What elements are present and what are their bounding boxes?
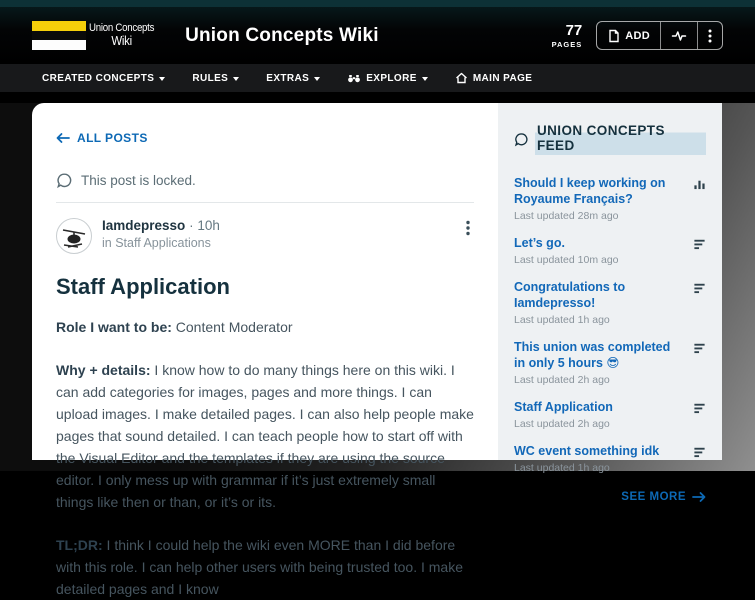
flag-logo-image (32, 21, 86, 50)
chevron-down-icon (314, 77, 320, 81)
text-post-icon (693, 445, 706, 458)
wiki-nav (0, 64, 755, 92)
post-field-why (56, 359, 474, 513)
nav-item-main-page[interactable] (455, 72, 533, 84)
home-icon (455, 72, 468, 84)
post-timestamp: 10h (197, 218, 220, 233)
feed-item-title[interactable]: Staff Application (514, 400, 613, 414)
feed-item-title[interactable]: WC event something idk (514, 444, 660, 458)
feed-item-title[interactable]: Congratulations to Iamdepresso! (514, 280, 626, 310)
header-action-buttons (596, 21, 723, 50)
post-field-tldr (56, 534, 474, 600)
feed-item[interactable] (514, 175, 706, 222)
wiki-logo[interactable] (32, 21, 163, 50)
nav-label: CREATED CONCEPTS (42, 72, 155, 84)
chevron-down-icon (233, 77, 239, 81)
feed-item-title[interactable]: Should I keep working on Royaume Français? (514, 176, 666, 206)
post-header (56, 218, 474, 254)
pages-count (552, 23, 583, 49)
logo-wordmark-line2: Wiki (111, 33, 132, 49)
arrow-right-icon (692, 492, 706, 502)
nav-item-explore[interactable] (347, 72, 428, 84)
feed-item[interactable] (514, 339, 706, 386)
pages-count-number: 77 (565, 21, 583, 39)
feed-item[interactable] (514, 279, 706, 326)
feed-item-title[interactable]: This union was completed in only 5 hours 😎 (514, 340, 671, 370)
activity-icon (671, 29, 687, 43)
feed-item-updated: Last updated 2h ago (514, 418, 610, 430)
content-card (32, 103, 722, 597)
site-header (0, 7, 755, 64)
post-locked-text: This post is locked. (81, 173, 196, 188)
author-name[interactable]: Iamdepresso (102, 218, 186, 233)
feed-item[interactable] (514, 235, 706, 266)
nav-item-rules[interactable] (192, 73, 239, 84)
speech-bubble-icon (56, 172, 73, 189)
field-value: I know how to do many things here on this wiki. I can add categories for images, pages and more things. I can upload images. I make detailed pages. I can also help people make pages that sound detailed. I can teach people how to start off with the Visual Editor and the templates if they are using the source editor. I only mess up with grammar if it’s just extremely small things like then or than, or it’s or its. (56, 362, 474, 510)
activity-button[interactable] (660, 22, 697, 49)
explore-icon (347, 72, 361, 84)
feed-item-updated: Last updated 28m ago (514, 210, 619, 222)
site-title[interactable]: Union Concepts Wiki (185, 24, 379, 46)
post-title: Staff Application (56, 274, 230, 299)
nav-label: MAIN PAGE (472, 72, 533, 84)
add-page-icon (607, 29, 621, 43)
meta-separator: · (189, 218, 194, 233)
nav-item-created-concepts[interactable] (42, 73, 165, 84)
add-page-button[interactable] (597, 22, 660, 49)
text-post-icon (693, 281, 706, 294)
field-label: Role I want to be: (56, 319, 172, 335)
back-arrow-icon (56, 133, 70, 143)
post-category[interactable]: in Staff Applications (102, 235, 211, 250)
header-more-button[interactable] (697, 22, 722, 49)
see-more-label: SEE MORE (621, 491, 686, 503)
nav-label: EXPLORE (366, 72, 417, 84)
add-page-label: ADD (625, 29, 650, 42)
avatar[interactable] (56, 218, 92, 254)
nav-item-extras[interactable] (266, 73, 320, 84)
text-post-icon (693, 237, 706, 250)
feed-heading-label: UNION CONCEPTS FEED (535, 123, 706, 155)
feed-item-updated: Last updated 1h ago (514, 314, 610, 326)
nav-label: EXTRAS (266, 72, 310, 84)
field-value: I think I could help the wiki even MORE than I did before with this role. I can help other users with being trusted too. I make detailed pages and I know (56, 537, 463, 597)
field-value: Content Moderator (175, 319, 293, 335)
text-post-icon (693, 341, 706, 354)
see-more-link[interactable] (514, 491, 706, 503)
field-label: Why + details: (56, 362, 151, 378)
field-label: TL;DR: (56, 537, 103, 553)
nav-label: RULES (192, 72, 229, 84)
text-post-icon (693, 401, 706, 414)
poll-icon (693, 177, 706, 190)
post-column (32, 103, 498, 597)
logo-wordmark (89, 23, 154, 48)
speech-bubble-icon (514, 132, 529, 147)
chevron-down-icon (159, 77, 165, 81)
post-byline (102, 218, 220, 252)
feed-item-title[interactable]: Let’s go. (514, 236, 565, 250)
post-field-role (56, 316, 474, 338)
feed-item[interactable] (514, 443, 706, 474)
post-locked-notice (56, 172, 474, 203)
feed-item[interactable] (514, 399, 706, 430)
post-more-button[interactable] (462, 218, 474, 238)
all-posts-back-link[interactable] (56, 131, 148, 145)
feed-item-updated: Last updated 2h ago (514, 374, 610, 386)
feed-item-updated: Last updated 1h ago (514, 462, 610, 474)
page-background (0, 103, 755, 597)
feed-rail (498, 103, 722, 503)
feed-heading (514, 123, 706, 155)
feed-item-updated: Last updated 10m ago (514, 254, 619, 266)
pages-count-label: PAGES (551, 39, 583, 49)
all-posts-label: ALL POSTS (77, 131, 148, 145)
kebab-menu-icon (708, 29, 712, 43)
chevron-down-icon (422, 77, 428, 81)
top-accent-strip (0, 0, 755, 7)
logo-wordmark-line1: Union Concepts (89, 21, 155, 34)
